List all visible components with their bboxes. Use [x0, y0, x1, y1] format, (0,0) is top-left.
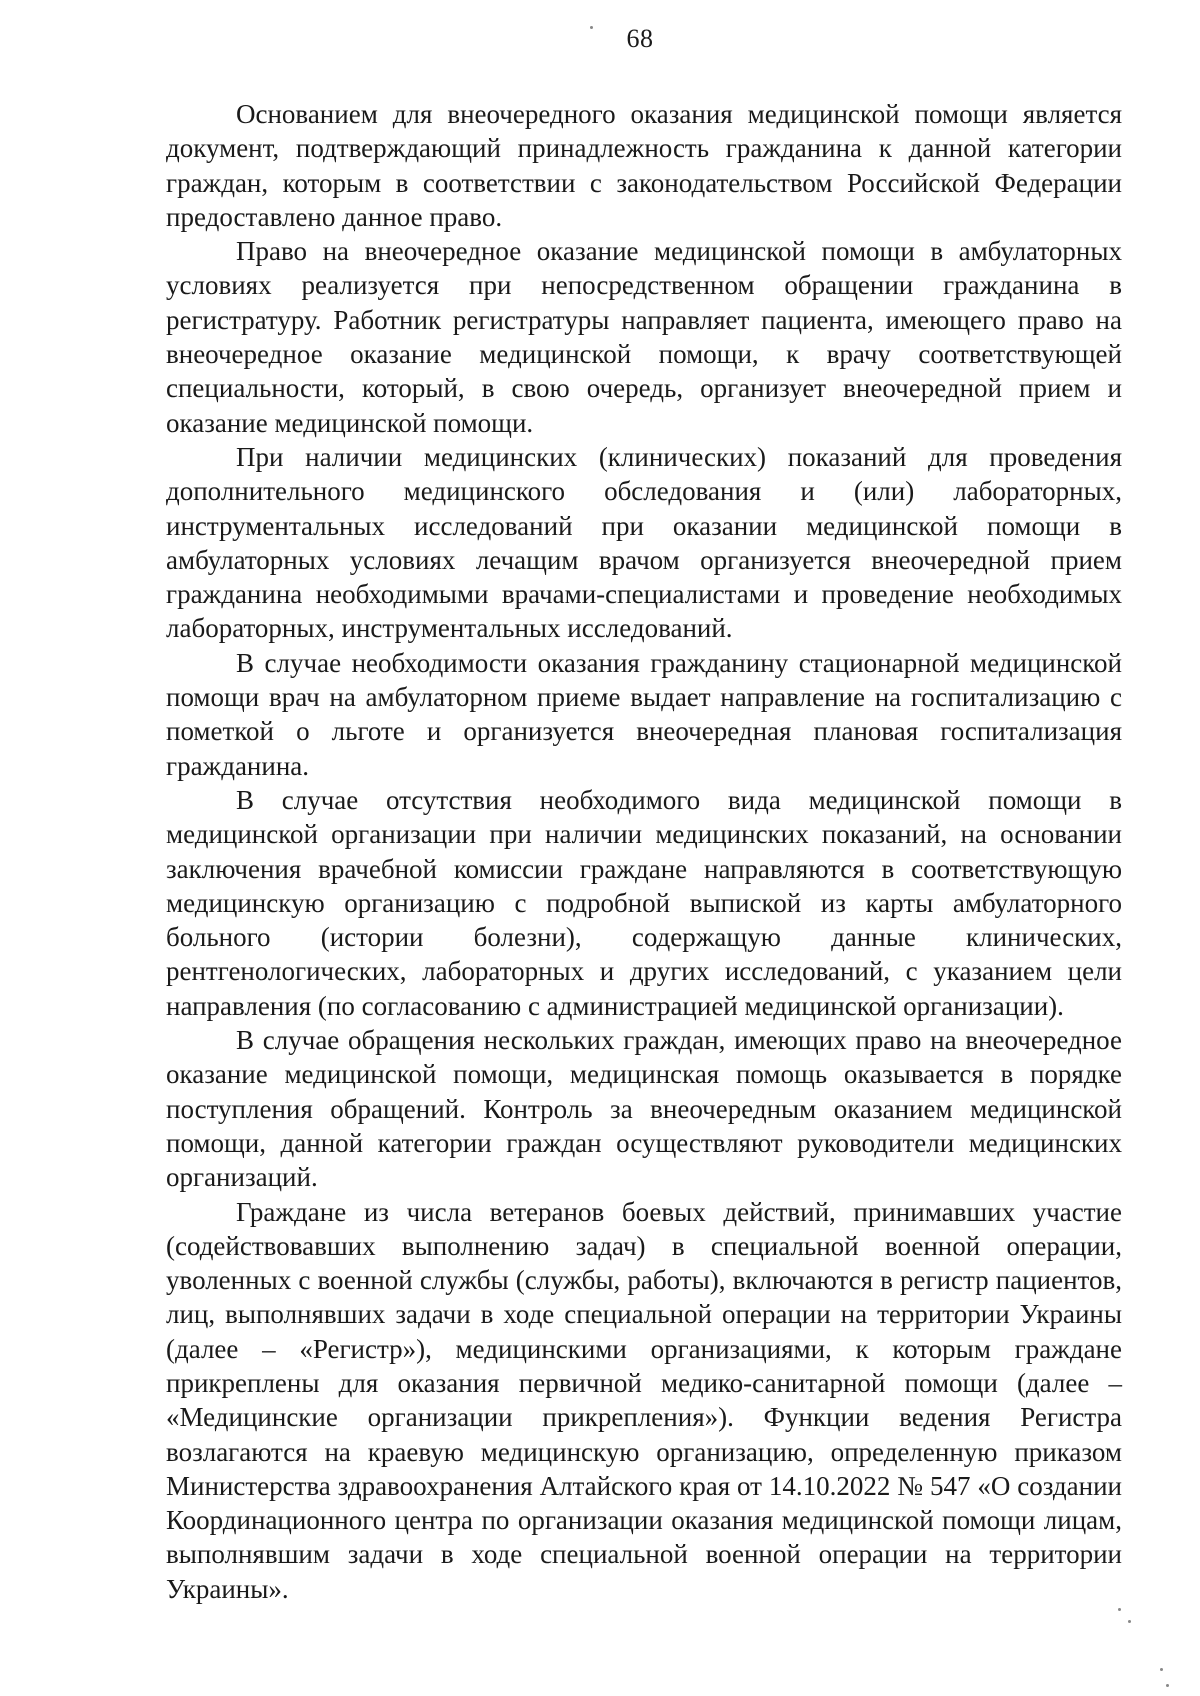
scan-speck — [1128, 1620, 1131, 1623]
paragraph-veterans-registry: Граждане из числа ветеранов боевых действий, принимавших участие (содействовавших выполнению задач) в специальной военной операции, уволенных с военной службы (службы, работы), включаются в регистр пациентов, лиц, выполнявших задачи в ходе специальной операции на территории Украины (далее – «Регистр»), медицинскими организациями, к которым граждане прикреплены для оказания первичной медико-санитарной помощи (далее – «Медицинские организации прикрепления»). Функции ведения Регистра возлагаются на краевую медицинскую организацию, определенную приказом Министерства здравоохранения Алтайского края от 14.10.2022 № 547 «О создании Координационного центра по организации оказания медицинской помощи лицам, выполнявшим задачи в ходе специальной военной операции на территории Украины». — [166, 1196, 1122, 1604]
paragraph-referral: В случае отсутствия необходимого вида медицинской помощи в медицинской организации при наличии медицинских показаний, на основании заключения врачебной комиссии граждане направляются в соответствующую медицинскую организацию с подробной выпиской из карты амбулаторного больного (истории болезни), содержащую данные клинических, рентгенологических, лабораторных и других исследований, с указанием цели направления (по согласованию с администрацией медицинской организации). — [166, 784, 1122, 1021]
scan-speck — [1118, 1608, 1121, 1611]
scan-speck — [1166, 1684, 1169, 1687]
paragraph-inpatient-care: В случае необходимости оказания гражданину стационарной медицинской помощи врач на амбулаторном приеме выдает направление на госпитализацию с пометкой о льготе и организуется внеочередная плановая госпитализация гражданина. — [166, 647, 1122, 781]
paragraph-basis: Основанием для внеочередного оказания медицинской помощи является документ, подтверждающий принадлежность гражданина к данной категории граждан, которым в соответствии с законодательством Российской Федерации предоставлено данное право. — [166, 99, 1122, 232]
scan-speck — [1160, 1668, 1163, 1671]
paragraph-outpatient-right: Право на внеочередное оказание медицинской помощи в амбулаторных условиях реализуется при непосредственном обращении гражданина в регистратуру. Работник регистратуры направляет пациента, имеющего право на внеочередное оказание медицинской помощи, к врачу соответствующей специальности, который, в свою очередь, организует внеочередной прием и оказание медицинской помощи. — [166, 236, 1122, 438]
body-text — [166, 97, 1122, 1606]
scan-speck — [590, 26, 593, 29]
paragraph-multiple-citizens: В случае обращения нескольких граждан, имеющих право на внеочередное оказание медицинской помощи, медицинская помощь оказывается в порядке поступления обращений. Контроль за внеочередным оказанием медицинской помощи, данной категории граждан осуществляют руководители медицинских организаций. — [166, 1025, 1122, 1193]
paragraph-clinical-indications: При наличии медицинских (клинических) показаний для проведения дополнительного медицинского обследования и (или) лабораторных, инструментальных исследований при оказании медицинской помощи в амбулаторных условиях лечащим врачом организуется внеочередной прием гражданина необходимыми врачами-специалистами и проведение необходимых лабораторных, инструментальных исследований. — [166, 441, 1122, 644]
page-number: 68 — [626, 24, 654, 53]
